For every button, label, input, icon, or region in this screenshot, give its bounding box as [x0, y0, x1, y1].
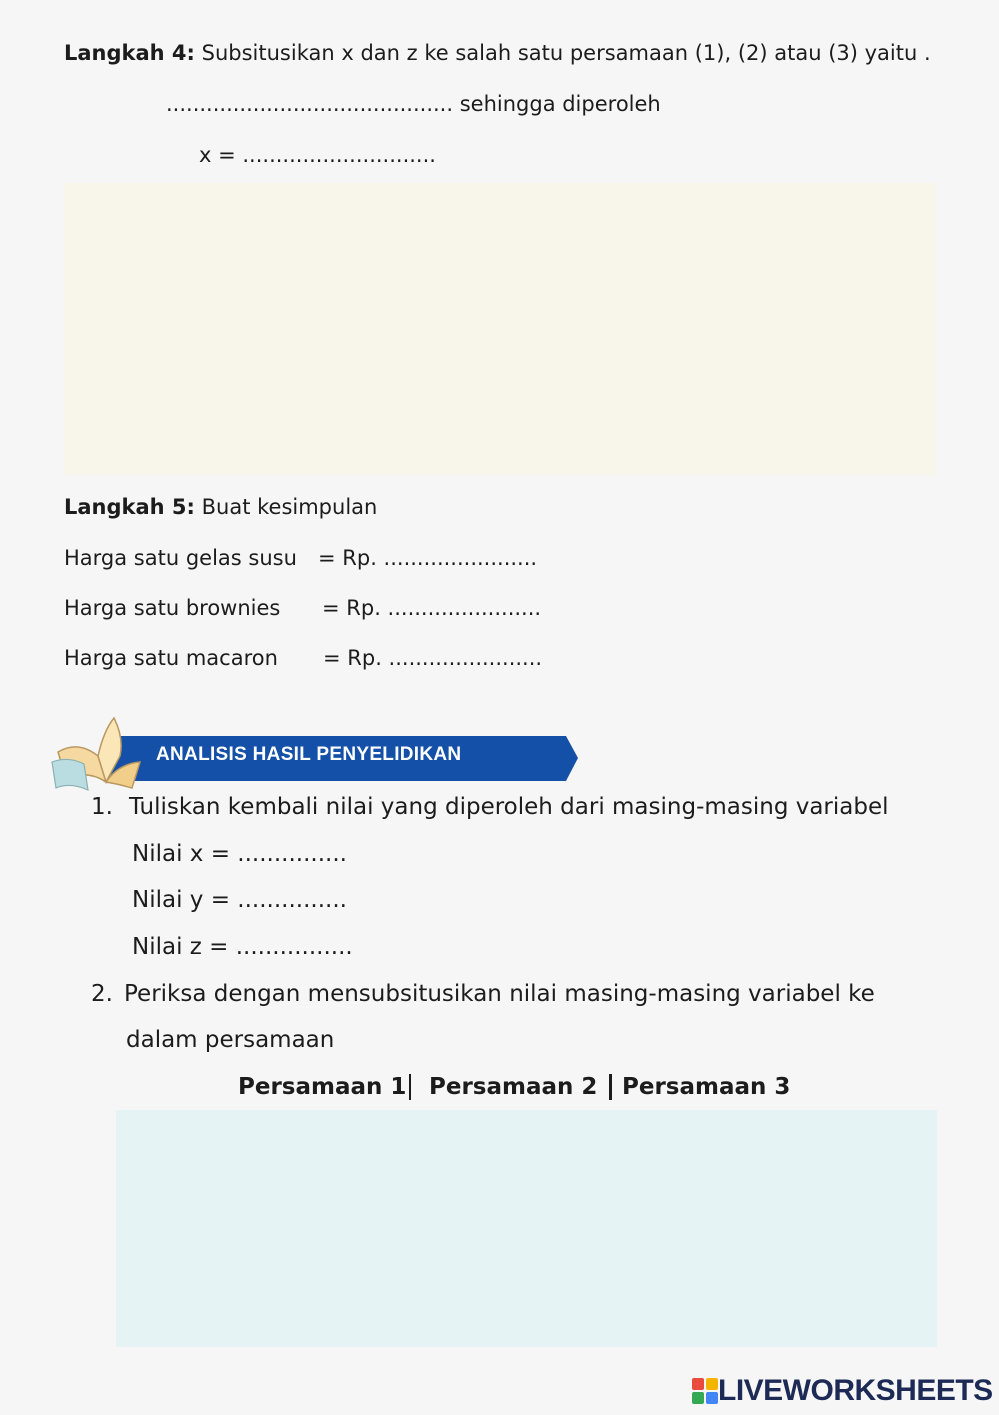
q2-text-line1: Periksa dengan mensubsitusikan nilai masing-masing variabel ke: [124, 981, 875, 1007]
equation-header-3: Persamaan 3: [622, 1074, 791, 1100]
liveworksheets-logo-icon: [692, 1378, 718, 1404]
step5-text: Buat kesimpulan: [194, 495, 378, 519]
q1-value-x: Nilai x = ...............: [132, 841, 347, 867]
q2-answer-area[interactable]: [116, 1110, 937, 1347]
conclusion-label-macaron: Harga satu macaron: [64, 646, 278, 670]
header-divider: [409, 1074, 411, 1100]
banner-title: ANALISIS HASIL PENYELIDIKAN: [156, 744, 462, 765]
step4-answer-area[interactable]: [64, 183, 936, 475]
q1-value-z: Nilai z = ................: [132, 934, 353, 960]
step5-heading: [64, 495, 377, 519]
step4-text: Subsitusikan x dan z ke salah satu persamaan (1), (2) atau (3) yaitu .: [194, 41, 931, 65]
q1-value-y: Nilai y = ...............: [132, 887, 347, 913]
conclusion-label-susu: Harga satu gelas susu: [64, 546, 297, 570]
conclusion-value-brownies: = Rp. .......................: [322, 596, 542, 620]
step5-label: Langkah 5:: [64, 495, 195, 519]
conclusion-value-susu: = Rp. .......................: [318, 546, 538, 570]
q2-number: 2.: [91, 981, 113, 1007]
header-divider: [609, 1074, 612, 1100]
logo-text: LIVEWORKSHEETS: [718, 1374, 993, 1407]
q1-text: Tuliskan kembali nilai yang diperoleh dari masing-masing variabel: [129, 794, 889, 820]
step4-label: Langkah 4:: [64, 41, 195, 65]
q1-number: 1.: [91, 794, 113, 820]
equation-header-2: Persamaan 2: [429, 1074, 598, 1100]
conclusion-value-macaron: = Rp. .......................: [323, 646, 543, 670]
liveworksheets-logo: [692, 1374, 993, 1408]
conclusion-label-brownies: Harga satu brownies: [64, 596, 281, 620]
q2-text-line2: dalam persamaan: [126, 1027, 335, 1053]
step4-x-answer: x = .............................: [199, 143, 436, 167]
step4-line2: ........................................... sehingga diperoleh: [166, 92, 661, 116]
equation-header-1: Persamaan 1: [238, 1074, 407, 1100]
step4-instruction: [64, 41, 931, 65]
